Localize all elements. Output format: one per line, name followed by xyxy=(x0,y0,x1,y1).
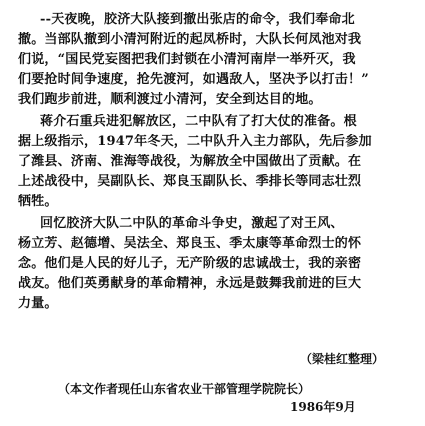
text-line-7: 据上级指示，1947年冬天，二中队升入主力部队，先后参加 xyxy=(18,134,372,149)
text-line-8: 了潍县、济南、淮海等战役，为解放全中国做出了贡献。在 xyxy=(18,154,362,169)
text-line-14: 战友。他们英勇献身的革命精神，永远是鼓舞我前进的巨大 xyxy=(18,276,362,291)
text-line-5: 我们跑步前进，顺利渡过小清河，安全到达目的地。 xyxy=(18,92,322,107)
author-note: （本文作者现任山东省农业干部管理学院院长） xyxy=(58,382,311,396)
text-line-15: 力量。 xyxy=(18,296,58,311)
text-line-10: 牺牲。 xyxy=(18,194,58,209)
text-line-4: 们要抢时间争速度，抢先渡河，如遇敌人，坚决予以打击！” xyxy=(18,72,369,87)
text-line-9: 上述战役中，吴副队长、郑良玉副队长、季排长等同志壮烈 xyxy=(18,174,362,189)
text-line-12: 杨立芳、赵德增、吴法全、郑良玉、季太康等革命烈士的怀 xyxy=(18,236,362,251)
date: 1986年9月 xyxy=(290,400,356,414)
text-line-3: 们说，“国民党妄图把我们封锁在小清河南岸一举歼灭，我 xyxy=(18,52,356,67)
editor-note: （梁桂红整理） xyxy=(300,352,385,366)
text-line-6: 蒋介石重兵进犯解放区，二中队有了打大仗的准备。根 xyxy=(40,114,357,129)
text-line-2: 撤。当部队撤到小清河附近的起凤桥时，大队长何凤池对我 xyxy=(18,32,362,47)
text-line-1: --天夜晚，胶济大队接到撤出张店的命令，我们奉命北 xyxy=(40,12,355,27)
text-line-11: 回忆胶济大队二中队的革命斗争史，激起了对王风、 xyxy=(40,216,344,231)
text-line-13: 念。他们是人民的好儿子，无产阶级的忠诚战士，我的亲密 xyxy=(18,256,362,271)
